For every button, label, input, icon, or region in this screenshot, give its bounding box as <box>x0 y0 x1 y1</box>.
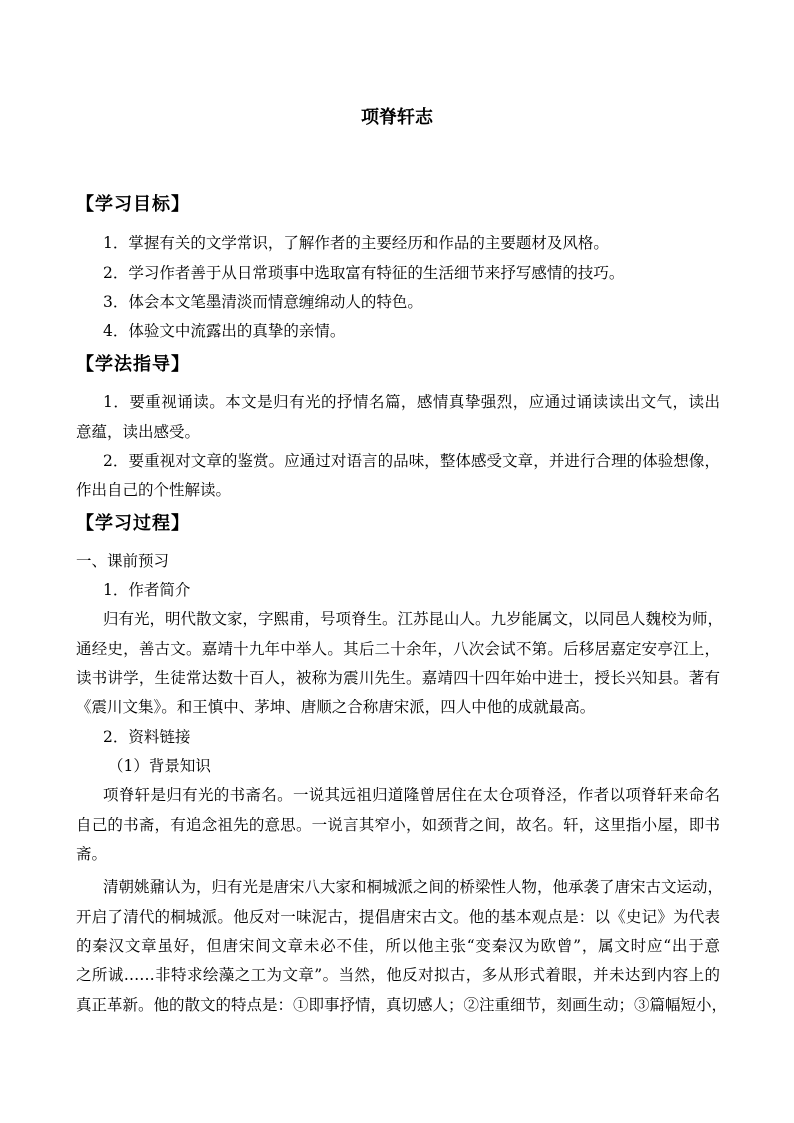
author-intro-line: 《震川文集》。和王慎中、茅坤、唐顺之合称唐宋派，四人中他的成就最高。 <box>76 698 596 716</box>
section-heading-process: 【学习过程】 <box>76 513 190 534</box>
process-part-label: 一、课前预习 <box>76 552 170 570</box>
section-heading-objectives: 【学习目标】 <box>76 194 190 215</box>
evaluation-line: 清朝姚鼐认为，归有光是唐宋八大家和桐城派之间的桥梁性人物，他承袭了唐宋古文运动， <box>103 878 724 896</box>
method-paragraph-line: 作出自己的个性解读。 <box>76 481 232 499</box>
evaluation-line: 之所诚……非特求绘藻之工为文章”。当然，他反对拟古，多从形式着眼，并未达到内容上的 <box>76 966 720 984</box>
author-intro-line: 归有光，明代散文家，字熙甫，号项脊生。江苏昆山人。九岁能属文，以同邑人魏校为师， <box>103 610 724 628</box>
author-intro-line: 读书讲学，生徒常达数十百人，被称为震川先生。嘉靖四十四年始中进士，授长兴知县。著有 <box>76 669 720 687</box>
author-intro-line: 通经史，善古文。嘉靖十九年中举人。其后二十余年，八次会试不第。后移居嘉定安亭江上， <box>76 640 720 658</box>
page-title: 项脊轩志 <box>361 107 433 128</box>
method-paragraph-line: 意蕴，读出感受。 <box>76 423 201 441</box>
background-line: 斋。 <box>76 845 108 863</box>
method-paragraph-line: 1．要重视诵读。本文是归有光的抒情名篇，感情真挚强烈，应通过诵读读出文气，读出 <box>103 393 720 411</box>
process-sub-label: 2．资料链接 <box>103 728 191 746</box>
evaluation-line: 的秦汉文章虽好，但唐宋间文章未必不佳，所以他主张“变秦汉为欧曾”，属文时应“出于意 <box>76 937 720 955</box>
process-sub-label: （1）背景知识 <box>108 757 211 775</box>
evaluation-line: 开启了清代的桐城派。他反对一味泥古，提倡唐宋古文。他的基本观点是：以《史记》为代表 <box>76 908 720 926</box>
objective-item: 4．体验文中流露出的真挚的亲情。 <box>103 322 346 340</box>
section-heading-method: 【学法指导】 <box>76 354 190 375</box>
objective-item: 3．体会本文笔墨清淡而情意缠绵动人的特色。 <box>103 293 423 311</box>
objective-item: 2．学习作者善于从日常琐事中选取富有特征的生活细节来抒写感情的技巧。 <box>103 264 625 282</box>
method-paragraph-line: 2．要重视对文章的鉴赏。应通过对语言的品味，整体感受文章，并进行合理的体验想像， <box>103 452 720 470</box>
process-sub-label: 1．作者简介 <box>103 581 191 599</box>
background-line: 自己的书斋，有追念祖先的意思。一说言其窄小，如颈背之间，故名。轩，这里指小屋，即书 <box>76 816 720 834</box>
objective-item: 1．掌握有关的文学常识，了解作者的主要经历和作品的主要题材及风格。 <box>103 234 609 252</box>
evaluation-line: 真正革新。他的散文的特点是：①即事抒情，真切感人；②注重细节，刻画生动；③篇幅短小， <box>76 996 728 1014</box>
background-line: 项脊轩是归有光的书斋名。一说其远祖归道隆曾居住在太仓项脊泾，作者以项脊轩来命名 <box>103 786 720 804</box>
